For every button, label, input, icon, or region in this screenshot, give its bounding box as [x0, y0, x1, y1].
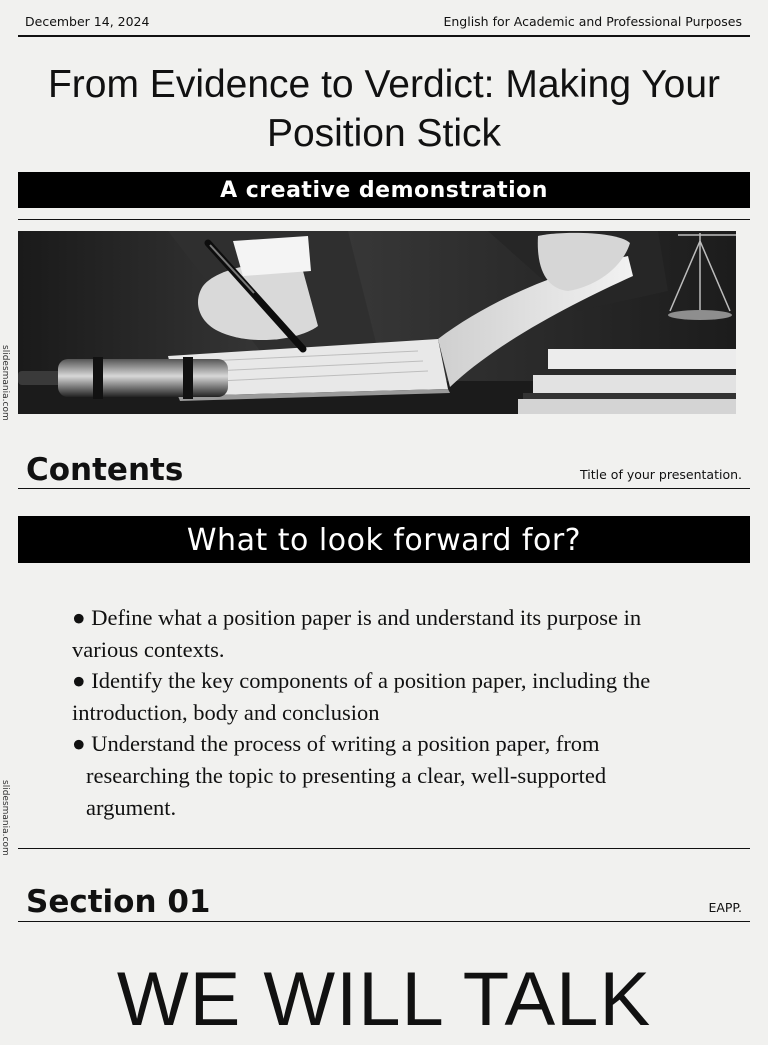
- section-heading: Section 01: [26, 884, 211, 920]
- objectives-list: [72, 602, 672, 823]
- section-note: EAPP.: [708, 900, 742, 915]
- contents-divider: [18, 488, 750, 489]
- contents-end-divider: [18, 848, 750, 849]
- header-course: English for Academic and Professional Purposes: [443, 14, 742, 29]
- legal-desk-illustration: [18, 231, 736, 414]
- list-item: ● Identify the key components of a position paper, including the introduction, body and conclusion: [72, 668, 651, 725]
- look-forward-banner: What to look forward for?: [18, 516, 750, 563]
- page-title-line-1: From Evidence to Verdict: Making Your: [47, 63, 720, 106]
- contents-note: Title of your presentation.: [580, 467, 742, 482]
- side-credit-bottom: slidesmania.com: [0, 780, 10, 856]
- contents-heading: Contents: [26, 452, 184, 488]
- page-title: [0, 60, 768, 158]
- section-divider: [18, 921, 750, 922]
- subtitle-divider: [18, 219, 750, 220]
- list-item: ● Understand the process of writing a position paper, from researching the topic to presenting a clear, well-supported argument.: [72, 731, 607, 820]
- header-divider: [18, 35, 750, 37]
- header-date: December 14, 2024: [25, 14, 150, 29]
- section-big-text: WE WILL TALK: [116, 957, 652, 1042]
- side-credit-top: slidesmania.com: [0, 345, 10, 421]
- page-title-line-2: Position Stick: [266, 112, 502, 155]
- list-item: ● Define what a position paper is and understand its purpose in various contexts.: [72, 605, 642, 662]
- subtitle-banner: A creative demonstration: [18, 172, 750, 208]
- legal-desk-photo: [18, 231, 736, 414]
